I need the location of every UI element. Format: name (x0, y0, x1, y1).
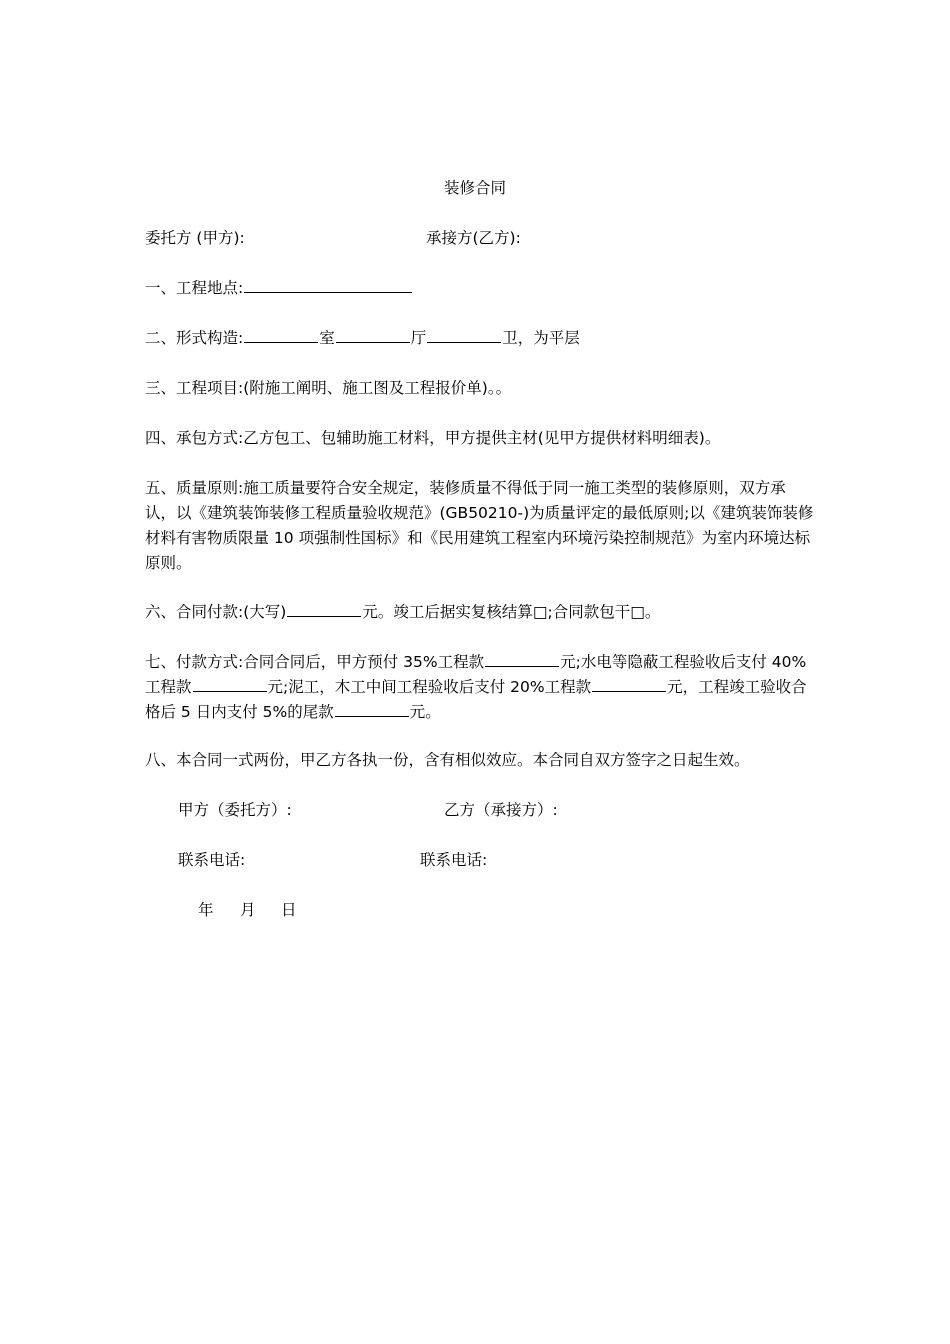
party-b-phone-label: 联系电话: (420, 851, 488, 869)
clause-location-text: 一、工程地点: (145, 279, 244, 297)
clause-quality: 五、质量原则:施工质量要符合安全规定，装修质量不得低于同一施工类型的装修原则，双方承认，以《建筑装饰装修工程质量验收规范》(GB50210-)为质量评定的最低原则;以《建筑装饰装修材料有害物质限量 10 项强制性国标》和《民用建筑工程室内环境污染控制规范》为室内环境达标原则。 (145, 479, 814, 572)
structure-room: 室 (319, 329, 335, 347)
clause-payment (145, 600, 660, 625)
room-count-blank (244, 327, 318, 343)
structure-bath: 卫，为平层 (502, 329, 580, 347)
hidden-work-pay-blank (193, 676, 267, 692)
clause-contract-mode: 四、承包方式:乙方包工、包辅助施工材料，甲方提供主材(见甲方提供材料明细表)。 (145, 429, 721, 447)
pay-method-part2: 元;水电等隐蔽工程验收后支付 40%工程款 (145, 653, 807, 696)
date-month: 月 (240, 901, 256, 919)
clause-copies: 八、本合同一式两份，甲乙方各执一份，含有相似效应。本合同自双方签字之日起生效。 (145, 751, 750, 769)
hall-count-blank (336, 327, 410, 343)
date-year: 年 (198, 901, 214, 919)
payment-prefix: 六、合同付款:(大写) (145, 603, 287, 621)
clause-location (145, 276, 413, 301)
pay-method-part1: 七、付款方式:合同合同后，甲方预付 35%工程款 (145, 653, 485, 671)
pay-method-part3: 元;泥工，木工中间工程验收后支付 20%工程款 (267, 678, 592, 696)
structure-prefix: 二、形式构造: (145, 329, 244, 347)
contractor-label: 承接方(乙方): (426, 229, 521, 247)
clause-structure (145, 326, 580, 351)
pay-method-part5: 元。 (409, 703, 441, 721)
midterm-pay-blank (592, 676, 666, 692)
party-b-signature-label: 乙方（承接方）: (444, 801, 558, 819)
document-title: 装修合同 (443, 179, 506, 197)
clause-project: 三、工程项目:(附施工阐明、施工图及工程报价单)。。 (145, 379, 512, 397)
client-label: 委托方 (甲方): (145, 229, 245, 247)
prepay-blank (485, 651, 559, 667)
payment-suffix: 元。竣工后据实复核结算□;合同款包干□。 (362, 603, 661, 621)
date-day: 日 (281, 901, 297, 919)
bath-count-blank (427, 327, 501, 343)
payment-amount-blank (287, 601, 361, 617)
final-pay-blank (335, 701, 409, 717)
party-a-phone-label: 联系电话: (178, 851, 246, 869)
party-a-signature-label: 甲方（委托方）: (178, 801, 292, 819)
location-blank (244, 277, 412, 293)
structure-hall: 厅 (410, 329, 427, 347)
clause-pay-method (145, 650, 815, 725)
pay-method-part4: 元，工程竣工验收合格后 5 日内支付 5%的尾款 (145, 678, 807, 721)
